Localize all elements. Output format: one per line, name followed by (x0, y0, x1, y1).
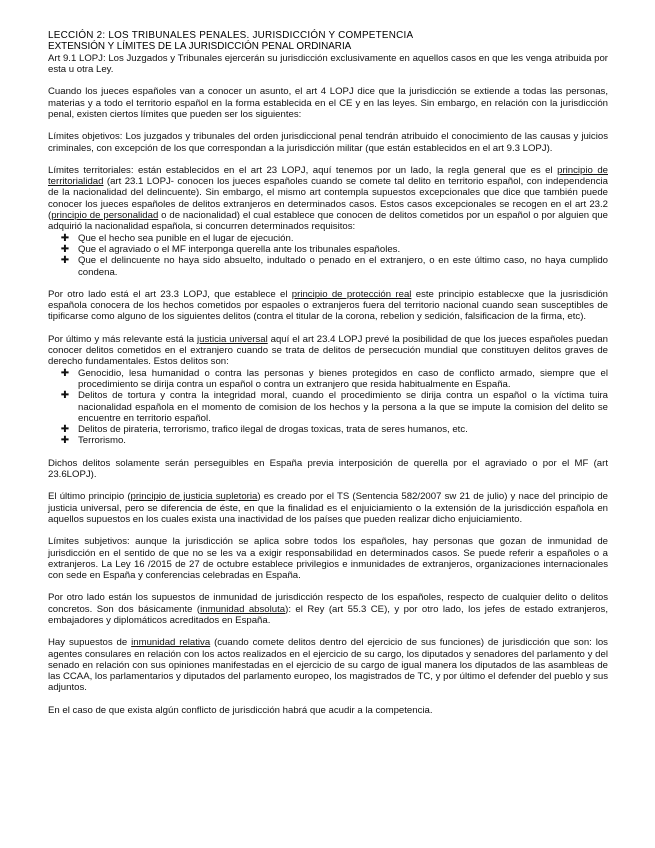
list-item-text: Delitos de tortura y contra la integridad moral, cuando el procedimiento se dirija contra un español o la víctima tuira nacionalidad española en el momento de comision de los hechos y la persona a la que se impute la comision del delito se encuentre en territorio español. (78, 390, 608, 424)
text-run: Límites territoriales: están establecidos en el art 23 LOPJ, aquí tenemos por un lado, la regla general que es el (48, 164, 558, 176)
inmunidad-relativa-paragraph (48, 637, 608, 693)
underlined-term-territorialidad: principio de territorialidad (48, 164, 608, 188)
page-title: LECCIÓN 2: LOS TRIBUNALES PENALES. JURISDICCIÓN Y COMPETENCIA (48, 30, 414, 41)
document-page (48, 30, 608, 716)
limites-objetivos-paragraph: Límites objetivos: Los juzgados y tribunales del orden jurisdiccional penal tendrán atribuido el conocimiento de las causas y juicios criminales, con excepción de los que correspondan a la jurisdicción militar (que están establecidos en el art 9.3 LOPJ). (48, 131, 608, 154)
querella-paragraph: Dichos delitos solamente serán perseguibles en España previa interposición de querella por el agraviado o por el MF (art 23.6LOPJ). (48, 457, 608, 481)
list-item-text: Que el hecho sea punible en el lugar de ejecución. (78, 232, 294, 244)
list-item-text: Que el agraviado o el MF interponga querella ante los tribunales españoles. (78, 243, 401, 255)
text-run: (cuando comete delitos dentro del ejercicio de sus funciones) de jurisdicción que son: los agentes consulares en relación con los actos realizados en el ejercicio de su cargo, los diputados y senadores del parlamento y del senado en relación con sus opiniones manifestadas en el ejercicio de su cargo de igual manera los diputados de las asambleas de las CCAA, los parlamentarios y diputados del parlamento europeo, los magistrados de TC, y por último el defender del pueblo y sus adjuntos. (48, 637, 608, 694)
proteccion-real-paragraph (48, 289, 608, 323)
text-run: ) es creado por el TS (Sentencia 582/2007 sw 21 de julio) y nace del principio de justicia universal, pero se diferencia de éste, en que la finalidad es el enjuiciamiento o la extensión de la jurisdicción española en aquellos supuestos en los cuales exista una inactividad de los países que pueden realizar dicho enjuiciamiento. (48, 491, 608, 525)
cross-bullet-icon: ✚ (60, 424, 70, 436)
list-item (48, 368, 608, 391)
list-item (48, 424, 608, 435)
limites-territoriales-paragraph (48, 165, 608, 233)
text-run: este principio establecxe que la jusrisdición española conocera de los hechos cometidos por espaoles o extranjeros fuera del territorio nacional cuando sean susceptibles de tipificarse como alguno de los siguientes delitos (contra el titular de la corona, rebelion y sedición, falsificacion de la firma, etc). (48, 288, 608, 323)
underlined-term-justicia-universal: justicia universal (197, 333, 268, 345)
cross-bullet-icon: ✚ (60, 255, 70, 267)
list-item-text: Delitos de pirateria, terrorismo, trafico ilegal de drogas toxicas, trata de seres humanos, etc. (78, 424, 468, 436)
underlined-term-inmunidad-absoluta: inmunidad absoluta (200, 603, 286, 615)
list-item-text: Terrorismo. (78, 435, 126, 447)
text-run: ): el Rey (art 55.3 CE), y por otro lado, los jefes de estado extranjeros, embajadores y diplomáticos acreditados en España. (48, 603, 608, 626)
text-run: o de nacionalidad) el cual establece que conocen de delitos cometidos por un español o por alguien que adquirió la nacionalidad española, si concurren determinados requisitos: (48, 210, 608, 233)
text-run: Hay supuestos de (48, 637, 132, 649)
list-item (48, 390, 608, 424)
cross-bullet-icon: ✚ (60, 390, 70, 402)
text-run: aquí el art 23.4 LOPJ prevé la posibilidad de que los jueces españoles puedan conocer delitos cometidos en el extranjero cuando se trata de delitos de persecución mundial que constituyen delitos graves de derecho fundamentales. Estos delitos son: (48, 333, 608, 368)
list-item (48, 233, 608, 244)
underlined-term-justicia-supletoria: principio de justicia supletoria (130, 491, 258, 503)
cross-bullet-icon: ✚ (60, 367, 70, 379)
requisitos-list (48, 233, 608, 278)
jueces-paragraph: Cuando los jueces españoles van a conocer un asunto, el art 4 LOPJ dice que la jurisdicción se extiende a todas las personas, materias y a todo el territorio español en la forma establecida en el CE y en las leyes. Sin embargo, en relación con la jurisdicción penal, existen ciertos límites que pueden ser los siguientes: (48, 86, 608, 120)
list-item (48, 244, 608, 255)
cross-bullet-icon: ✚ (60, 243, 70, 255)
cross-bullet-icon: ✚ (60, 435, 70, 447)
list-item (48, 255, 608, 278)
list-item-text: Que el delincuente no haya sido absuelto, indultado o penado en el extranjero, o en este último caso, no haya cumplido condena. (78, 255, 608, 278)
underlined-term-inmunidad-relativa: inmunidad relativa (131, 637, 211, 649)
justicia-supletoria-paragraph (48, 491, 608, 525)
underlined-term-personalidad: principio de personalidad (51, 210, 159, 222)
conflicto-paragraph: En el caso de que exista algún conflicto de jurisdicción habrá que acudir a la competencia. (48, 704, 433, 716)
delitos-list (48, 368, 608, 447)
text-run: El último principio ( (48, 491, 131, 503)
underlined-term-proteccion-real: principio de protección real (291, 288, 412, 300)
justicia-universal-paragraph (48, 334, 608, 368)
limites-subjetivos-paragraph: Límites subjetivos: aunque la jurisdicción se aplica sobre todos los españoles, hay personas que gozan de inmunidad de jurisdicción en el sentido de que no se les va a exigir responsabilidad en determinados casos. Se puede referir a españoles o a extranjeros. La Ley 16 /2015 de 27 de octubre establece privilegios e inmunidades de extranjeros, organizaciones internacionales con sede en España y conferencias celebradas en España. (48, 536, 608, 582)
text-run: (art 23.1 LOPJ- conocen los jueces españoles cuando se comete tal delito en territorio español, con independencia de la nacionalidad del delincuente). Sin embargo, el mismo art contempla supuestos excepcionales que dice que también puede conocer los jueces españoles de delitos extranjeros en determinados casos. Estos casos excepcionales se recogen en el art 23.2 ( (48, 176, 608, 222)
inmunidad-absoluta-paragraph (48, 592, 608, 626)
cross-bullet-icon: ✚ (60, 232, 70, 244)
section-subtitle: EXTENSIÓN Y LÍMITES DE LA JURISDICCIÓN PENAL ORDINARIA (48, 41, 352, 53)
intro-paragraph: Art 9.1 LOPJ: Los Juzgados y Tribunales ejercerán su jurisdicción exclusivamente en aquellos casos en que les venga atribuida por esta u otra Ley. (48, 52, 608, 76)
list-item-text: Genocidio, lesa humanidad o contra las personas y bienes protegidos en caso de conflicto armado, siempre que el procedimiento se dirija contra un español o contra un extranjero que resida habitualmente en España. (78, 367, 608, 390)
text-run: Por otro lado está el art 23.3 LOPJ, que establece el (48, 288, 292, 300)
text-run: Por último y más relevante está la (48, 333, 198, 345)
list-item (48, 435, 608, 446)
text-run: Por otro lado están los supuestos de inmunidad de jurisdicción respecto de los españoles, respecto de cualquier delito o delitos concretos. Son dos básicamente ( (48, 592, 608, 615)
